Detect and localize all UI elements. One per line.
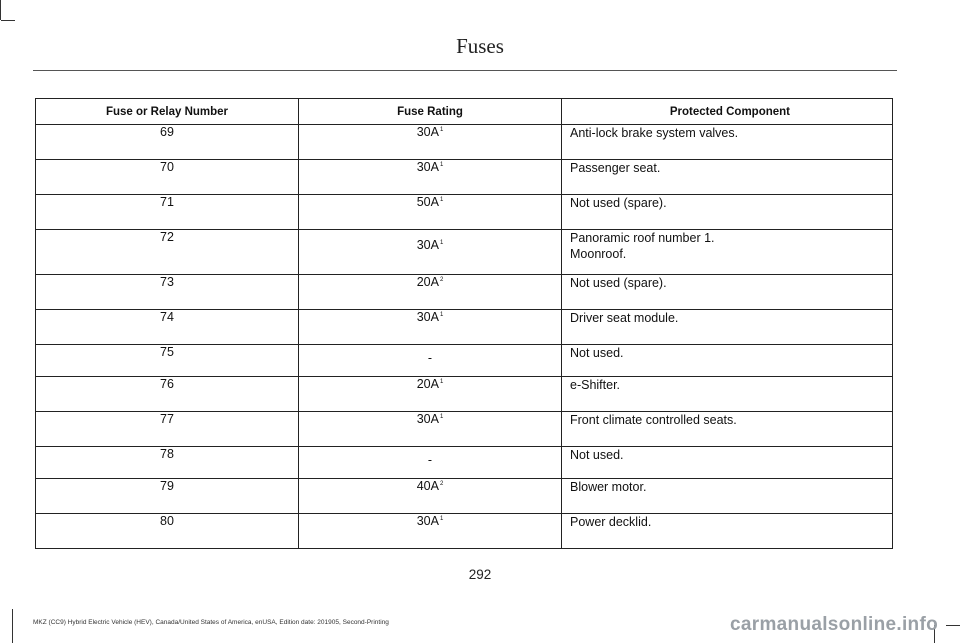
fuse-rating-cell xyxy=(299,230,562,275)
page-title: Fuses xyxy=(456,34,504,58)
component-line: Blower motor. xyxy=(570,480,647,494)
table-row xyxy=(36,447,893,479)
protected-component-cell xyxy=(562,310,893,345)
footnote-marker: 1 xyxy=(439,378,444,385)
fuse-rating-cell xyxy=(299,160,562,195)
fuse-number-cell: 72 xyxy=(36,230,299,275)
protected-component-cell xyxy=(562,275,893,310)
fuse-rating-value: 30A xyxy=(416,125,439,139)
component-line: Driver seat module. xyxy=(570,311,679,325)
protected-component-cell xyxy=(562,479,893,514)
page-number: 292 xyxy=(468,567,492,582)
header-fuse-rating: Fuse Rating xyxy=(299,99,562,125)
protected-component-cell xyxy=(562,125,893,160)
table-row xyxy=(36,514,893,549)
fuse-number-cell: 79 xyxy=(36,479,299,514)
fuse-number-cell: 75 xyxy=(36,345,299,377)
fuse-number-cell: 77 xyxy=(36,412,299,447)
table-body xyxy=(36,125,893,549)
crop-mark-top-left xyxy=(0,0,13,20)
fuse-number-cell: 74 xyxy=(36,310,299,345)
fuse-rating-value: 30A xyxy=(416,238,439,252)
table-row xyxy=(36,125,893,160)
fuse-rating-cell xyxy=(299,310,562,345)
fuse-rating-cell xyxy=(299,412,562,447)
table-row xyxy=(36,310,893,345)
table-row xyxy=(36,412,893,447)
fuse-rating-value: 30A xyxy=(416,160,439,174)
table-row xyxy=(36,479,893,514)
protected-component-cell xyxy=(562,160,893,195)
fuse-number-cell: 71 xyxy=(36,195,299,230)
fuse-rating-value: 30A xyxy=(416,412,439,426)
fuse-rating-value: - xyxy=(427,351,433,365)
protected-component-cell xyxy=(562,195,893,230)
component-line: Anti-lock brake system valves. xyxy=(570,126,739,140)
fuse-number-cell: 70 xyxy=(36,160,299,195)
footnote-marker: 1 xyxy=(439,239,444,246)
component-line: Moonroof. xyxy=(570,247,627,261)
table-header-row xyxy=(36,99,893,125)
component-line: e-Shifter. xyxy=(570,378,621,392)
fuse-rating-value: 50A xyxy=(416,195,439,209)
fuse-rating-value: 20A xyxy=(416,377,439,391)
fuse-rating-cell xyxy=(299,514,562,549)
protected-component-cell xyxy=(562,230,893,275)
fuse-rating-value: 30A xyxy=(416,310,439,324)
fuse-rating-cell xyxy=(299,275,562,310)
protected-component-cell xyxy=(562,412,893,447)
footnote-marker: 1 xyxy=(439,126,444,133)
fuse-rating-value: 30A xyxy=(416,514,439,528)
footnote-marker: 1 xyxy=(439,161,444,168)
table-row xyxy=(36,160,893,195)
crop-mark-bottom-right-horizontal xyxy=(946,625,960,626)
component-line: Not used (spare). xyxy=(570,196,667,210)
fuse-number-cell: 73 xyxy=(36,275,299,310)
component-line: Power decklid. xyxy=(570,515,652,529)
footnote-marker: 2 xyxy=(439,480,444,487)
fuse-rating-cell xyxy=(299,447,562,479)
protected-component-cell xyxy=(562,514,893,549)
fuse-rating-cell xyxy=(299,377,562,412)
fuse-number-cell: 78 xyxy=(36,447,299,479)
footnote-marker: 1 xyxy=(439,311,444,318)
table-row xyxy=(36,345,893,377)
watermark-logo: carmanualsonline.info xyxy=(730,614,938,635)
footnote-marker: 2 xyxy=(439,276,444,283)
fuse-number-cell: 69 xyxy=(36,125,299,160)
component-line: Panoramic roof number 1. xyxy=(570,231,715,245)
protected-component-cell xyxy=(562,345,893,377)
table-row xyxy=(36,195,893,230)
footnote-marker: 1 xyxy=(439,413,444,420)
fuse-rating-cell xyxy=(299,479,562,514)
component-line: Passenger seat. xyxy=(570,161,661,175)
component-line: Not used (spare). xyxy=(570,276,667,290)
table-row xyxy=(36,275,893,310)
fuse-number-cell: 80 xyxy=(36,514,299,549)
header-fuse-number: Fuse or Relay Number xyxy=(36,99,299,125)
crop-mark-bottom-left xyxy=(12,609,25,643)
component-line: Not used. xyxy=(570,346,624,360)
title-divider xyxy=(33,70,897,71)
fuse-table xyxy=(35,98,893,549)
footnote-marker: 1 xyxy=(439,196,444,203)
fuse-rating-cell xyxy=(299,195,562,230)
table-row xyxy=(36,230,893,275)
fuse-rating-value: 20A xyxy=(416,275,439,289)
component-line: Front climate controlled seats. xyxy=(570,413,737,427)
component-line: Not used. xyxy=(570,448,624,462)
fuse-rating-cell xyxy=(299,345,562,377)
footnote-marker: 1 xyxy=(439,515,444,522)
footer-edition-text: MKZ (CC9) Hybrid Electric Vehicle (HEV), Canada/United States of America, enUSA, Edition date: 201905, Second-Printing xyxy=(33,619,389,626)
table-row xyxy=(36,377,893,412)
protected-component-cell xyxy=(562,447,893,479)
fuse-rating-value: 40A xyxy=(416,479,439,493)
header-protected-component: Protected Component xyxy=(562,99,893,125)
fuse-rating-value: - xyxy=(427,453,433,467)
protected-component-cell xyxy=(562,377,893,412)
fuse-number-cell: 76 xyxy=(36,377,299,412)
fuse-rating-cell xyxy=(299,125,562,160)
